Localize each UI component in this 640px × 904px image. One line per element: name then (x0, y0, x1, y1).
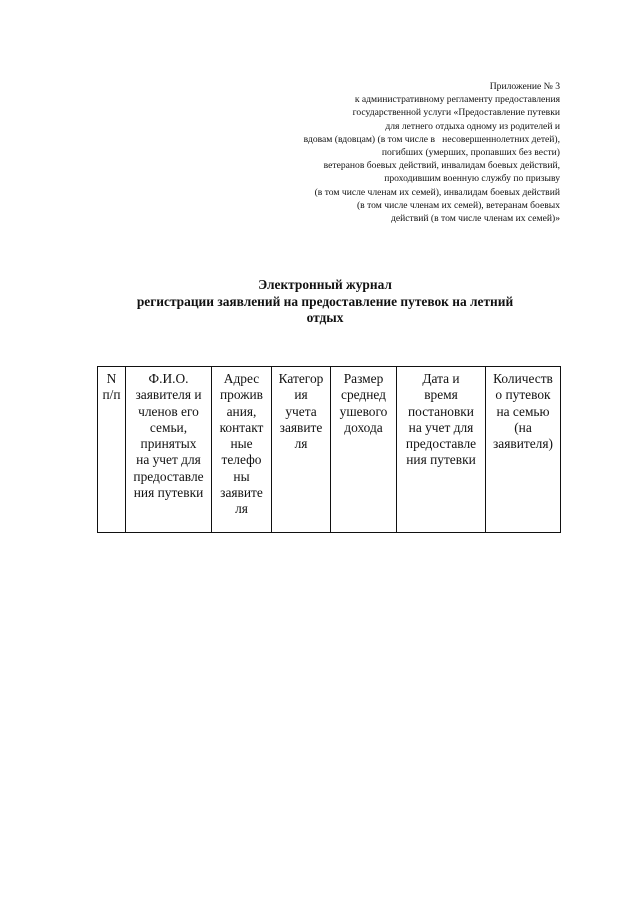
header-text: учета (285, 403, 317, 419)
header-cell-income (331, 367, 397, 533)
header-text: п/п (102, 387, 121, 403)
header-text: заявите (220, 485, 263, 501)
document-title (90, 277, 560, 327)
annex-line: государственной услуги «Предоставление путевки (352, 107, 560, 119)
title-line: регистрации заявлений на предоставление путевок на летний (136, 293, 514, 309)
header-text: дохода (344, 419, 383, 435)
annex-line: проходившим военную службу по призыву (384, 173, 560, 185)
header-cell-fullname (126, 367, 212, 533)
header-text: членов его (138, 403, 199, 419)
annex-line: Приложение № 3 (489, 81, 560, 92)
header-text: время (424, 387, 458, 403)
header-text: Размер (343, 371, 384, 386)
annex-line: (в том числе членам их семей), инвалидам боевых действий (314, 186, 560, 198)
header-text: семьи, (149, 419, 188, 435)
header-text: ия (294, 387, 308, 403)
header-text: (на (514, 419, 532, 435)
header-cell-voucher-count (486, 367, 561, 533)
title-line: Электронный журнал (258, 277, 392, 292)
header-text: Количеств (493, 371, 553, 386)
header-text: ния путевки (406, 452, 476, 468)
journal-table (97, 366, 561, 533)
header-text: прожив (220, 387, 263, 403)
header-text: среднед (341, 387, 386, 403)
header-text: Категор (278, 371, 324, 386)
title-line: отдых (306, 310, 344, 325)
table-header-row (98, 367, 561, 533)
header-text: ны (233, 468, 250, 484)
annex-line: действий (в том числе членам их семей)» (390, 213, 560, 225)
header-text: на учет для (136, 452, 201, 468)
header-text: постановки (408, 403, 474, 419)
header-text: о путевок (495, 387, 551, 403)
annex-line: ветеранов боевых действий, инвалидам боевых действий, (323, 160, 560, 172)
header-cell-category (272, 367, 331, 533)
header-text: принятых (140, 436, 197, 452)
header-text: ушевого (339, 403, 388, 419)
header-text: ные (230, 436, 253, 452)
header-text: контакт (219, 419, 264, 435)
annex-header (220, 80, 560, 225)
header-text: ля (294, 436, 308, 452)
header-text: на учет для (408, 419, 474, 435)
annex-line: для летнего отдыха одному из родителей и (385, 120, 560, 132)
header-text: N (106, 371, 117, 386)
header-cell-address (212, 367, 272, 533)
header-text: Адрес (223, 371, 260, 386)
header-text: Дата и (422, 371, 460, 386)
header-cell-datetime (397, 367, 486, 533)
header-text: предоставле (405, 436, 477, 452)
annex-line: вдовам (вдовцам) (в том числе в несовершеннолетних детей), (303, 133, 560, 145)
annex-line: к административному регламенту предоставления (354, 94, 560, 106)
annex-line: (в том числе членам их семей), ветеранам боевых (356, 199, 560, 211)
header-text: ания, (226, 403, 257, 419)
header-text: заявите (279, 419, 323, 435)
header-text: заявителя и (135, 387, 202, 403)
header-text: заявителя) (493, 436, 553, 452)
header-text: на семью (496, 403, 550, 419)
header-text: телефо (221, 452, 262, 468)
header-text: ля (235, 501, 248, 517)
header-text: Ф.И.О. (148, 371, 189, 386)
header-text: ния путевки (133, 485, 204, 501)
header-cell-number (98, 367, 126, 533)
header-text: предоставле (133, 468, 204, 484)
annex-line: погибших (умерших, пропавших без вести) (381, 147, 560, 159)
